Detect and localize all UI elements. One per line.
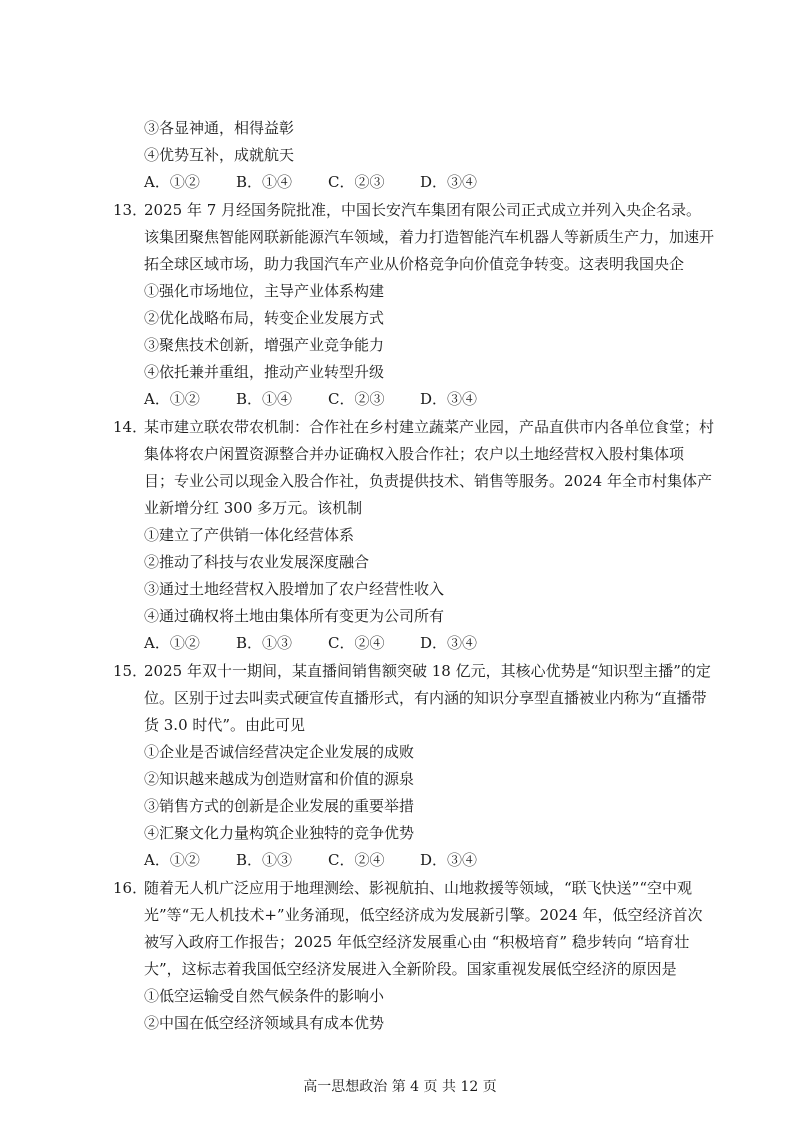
option-line: ④依托兼并重组，推动产业转型升级 xyxy=(144,363,385,381)
question-text: 某市建立联农带农机制：合作社在乡村建立蔬菜产业园，产品直供市内各单位食堂；村 xyxy=(144,418,715,436)
answer-c: C．②④ xyxy=(328,851,385,869)
option-line: ①强化市场地位，主导产业体系构建 xyxy=(144,282,385,300)
option-line: ④通过确权将土地由集体所有变更为公司所有 xyxy=(144,607,445,625)
answer-a: A．①② xyxy=(144,634,200,652)
answer-d: D．③④ xyxy=(420,173,478,191)
option-line: ①企业是否诚信经营决定企业发展的成败 xyxy=(144,743,415,761)
question-number: 14． xyxy=(113,418,148,436)
answer-a: A．①② xyxy=(144,851,200,869)
option-line: ②知识越来越成为创造财富和价值的源泉 xyxy=(144,770,415,788)
question-text: 业新增分红 300 多万元。该机制 xyxy=(144,499,363,517)
question-text: 随着无人机广泛应用于地理测绘、影视航拍、山地救援等领域，“联飞快送”“空中观 xyxy=(144,879,693,897)
option-line: ③各显神通，相得益彰 xyxy=(144,119,295,137)
answer-d: D．③④ xyxy=(420,851,478,869)
option-line: ①低空运输受自然气候条件的影响小 xyxy=(144,987,385,1005)
option-line: ③通过土地经营权入股增加了农户经营性收入 xyxy=(144,580,445,598)
question-number: 15． xyxy=(113,662,148,680)
answer-choices xyxy=(144,850,477,870)
option-line: ③聚焦技术创新，增强产业竞争能力 xyxy=(144,336,385,354)
question-text: 2025 年双十一期间，某直播间销售额突破 18 亿元，其核心优势是“知识型主播”的定 xyxy=(144,662,711,680)
answer-d: D．③④ xyxy=(420,390,478,408)
answer-b: B．①④ xyxy=(236,390,293,408)
question-text: 被写入政府工作报告；2025 年低空经济发展重心由 “积极培育” 稳步转向 “培育壮 xyxy=(144,933,690,951)
option-line: ④汇聚文化力量构筑企业独特的竞争优势 xyxy=(144,824,415,842)
question-text: 位。区别于过去叫卖式硬宣传直播形式，有内涵的知识分享型直播被业内称为“直播带 xyxy=(144,689,707,707)
answer-b: B．①③ xyxy=(236,634,293,652)
question-text: 集体将农户闲置资源整合并办证确权入股合作社；农户以土地经营权入股村集体项 xyxy=(144,445,685,463)
answer-b: B．①③ xyxy=(236,851,293,869)
answer-c: C．②③ xyxy=(328,390,385,408)
answer-d: D．③④ xyxy=(420,634,478,652)
option-line: ②中国在低空经济领域具有成本优势 xyxy=(144,1014,385,1032)
question-text: 大”，这标志着我国低空经济发展进入全新阶段。国家重视发展低空经济的原因是 xyxy=(144,960,677,978)
question-text: 目；专业公司以现金入股合作社，负责提供技术、销售等服务。2024 年全市村集体产 xyxy=(144,472,712,490)
question-text: 光”等“无人机技术+”业务涌现，低空经济成为发展新引擎。2024 年，低空经济首次 xyxy=(144,906,703,924)
option-line: ①建立了产供销一体化经营体系 xyxy=(144,526,355,544)
answer-a: A．①② xyxy=(144,390,200,408)
question-number: 13． xyxy=(113,201,148,219)
option-line: ③销售方式的创新是企业发展的重要举措 xyxy=(144,797,415,815)
question-text: 2025 年 7 月经国务院批准，中国长安汽车集团有限公司正式成立并列入央企名录。 xyxy=(144,201,702,219)
answer-b: B．①④ xyxy=(236,173,293,191)
answer-a: A．①② xyxy=(144,173,200,191)
question-number: 16． xyxy=(113,879,148,897)
answer-c: C．②③ xyxy=(328,173,385,191)
question-text: 货 3.0 时代”。由此可见 xyxy=(144,716,306,734)
option-line: ④优势互补，成就航天 xyxy=(144,146,295,164)
answer-choices xyxy=(144,172,477,192)
answer-choices xyxy=(144,633,477,653)
question-text: 拓全球区域市场，助力我国汽车产业从价格竞争向价值竞争转变。这表明我国央企 xyxy=(144,255,685,273)
answer-choices xyxy=(144,389,477,409)
option-line: ②优化战略布局，转变企业发展方式 xyxy=(144,309,385,327)
question-text: 该集团聚焦智能网联新能源汽车领域，着力打造智能汽车机器人等新质生产力，加速开 xyxy=(144,228,715,246)
page-footer: 高一思想政治 第 4 页 共 12 页 xyxy=(303,1079,497,1095)
option-line: ②推动了科技与农业发展深度融合 xyxy=(144,553,370,571)
answer-c: C．②④ xyxy=(328,634,385,652)
